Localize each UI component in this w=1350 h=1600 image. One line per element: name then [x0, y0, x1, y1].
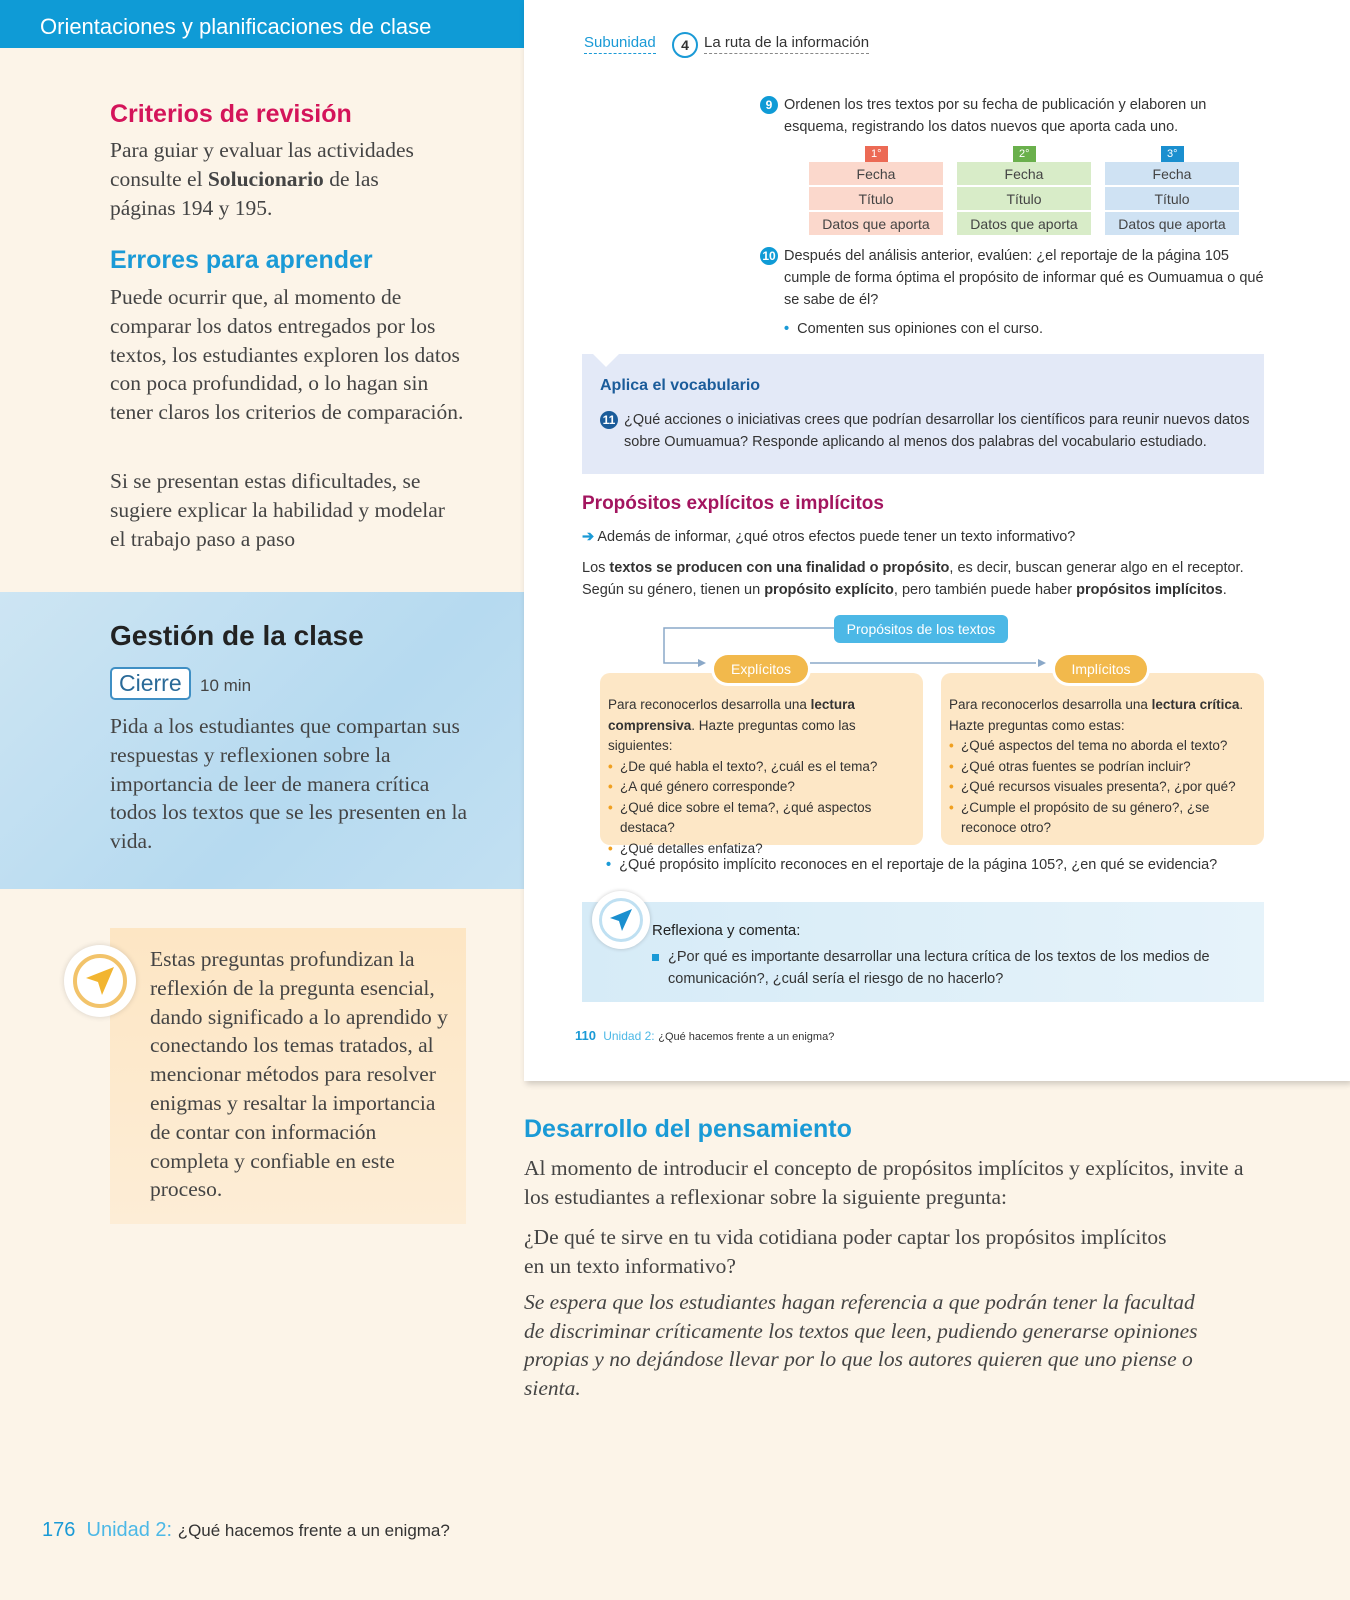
stage-duration: 10 min [200, 676, 252, 695]
schema-cell: Título [1105, 187, 1239, 210]
gestion-title: Gestión de la clase [110, 620, 364, 651]
gestion-panel [0, 592, 524, 889]
diagram-root: Propósitos de los textos [834, 615, 1008, 643]
list-item: • ¿Qué detalles enfatiza? [608, 839, 915, 860]
desarrollo-text: Al momento de introducir el concepto de propósitos implícitos y explícitos, invite a los estudiantes a reflexionar sobre la siguiente pregunta: [524, 1156, 1244, 1209]
list-item: • ¿Cumple el propósito de su género?, ¿se reconoce otro? [949, 798, 1256, 839]
question-number: 9 [760, 96, 778, 114]
subunit-number: 4 [672, 32, 698, 58]
page-number: 176 [42, 1519, 76, 1541]
note-text: Estas preguntas profundizan la reflexión de la pregunta esencial, dando significado a lo aprendido y conectando los temas tratados, al mencionar métodos para resolver enigmas y resaltar la importancia de contar con información completa y confiable en este proceso. [150, 947, 448, 1202]
schema-cell: Datos que aporta [809, 212, 943, 235]
criterios-text: Para guiar y evaluar las actividades consulte el Solucionario de las páginas 194 y 195. [110, 138, 414, 220]
subunit-title: La ruta de la información [704, 33, 869, 54]
schema-cell: Datos que aporta [957, 212, 1091, 235]
gestion-text: Pida a los estudiantes que compartan sus respuestas y reflexionen sobre la importancia de leer de manera crítica todos los textos que se les presenten en la vida. [110, 714, 468, 854]
explicit-label: Explícitos [714, 655, 808, 683]
explicit-box [600, 673, 923, 856]
page-header [0, 0, 524, 48]
q10-text: Después del análisis anterior, evalúen: ¿el reportaje de la página 105 cumple de forma óptima el propósito de informar qué es Oumuamua o qué se sabe de él? [784, 248, 1264, 308]
stage-badge: Cierre [110, 667, 191, 700]
reflexiona-title: Reflexiona y comenta: [652, 922, 801, 939]
arrow-right-icon: ➔ [582, 529, 595, 545]
question-number: 10 [760, 247, 778, 265]
implicit-question: • ¿Qué propósito implícito reconoces en el reportaje de la página 105?, ¿en qué se evidencia? [606, 857, 1218, 873]
criterios-title: Criterios de revisión [110, 100, 352, 128]
compass-arrow-icon [64, 945, 136, 1017]
question-number: 11 [600, 411, 618, 429]
schema-cell: Título [957, 187, 1091, 210]
schema-cell: Título [809, 187, 943, 210]
vocab-text: ¿Qué acciones o iniciativas crees que podrían desarrollar los científicos para reunir nuevos datos sobre Oumuamua? Responde aplicando al menos dos palabras del vocabulario estudiado. [624, 412, 1250, 450]
errores-text: Puede ocurrir que, al momento de comparar los datos entregados por los textos, los estudiantes exploren los datos con poca profundidad, o lo hagan sin tener claros los criterios de comparación. [110, 285, 464, 425]
list-item: • ¿A qué género corresponde? [608, 777, 915, 798]
list-item: • ¿Qué recursos visuales presenta?, ¿por qué? [949, 777, 1256, 798]
vocab-title: Aplica el vocabulario [600, 377, 761, 394]
desarrollo-answer: Se espera que los estudiantes hagan referencia a que podrán tener la facultad de discriminar críticamente los textos que leen, pudiendo generarse opiniones propias y no dejándose llevar por lo que los autores quieren que uno piense o sienta. [524, 1290, 1198, 1400]
propositos-question: ➔ Además de informar, ¿qué otros efectos puede tener un texto informativo? [582, 529, 1076, 545]
q9-text: Ordenen los tres textos por su fecha de publicación y elaboren un esquema, registrando los datos nuevos que aporta cada uno. [784, 97, 1207, 135]
schema-tag-1: 1° [865, 146, 888, 162]
list-item: • ¿De qué habla el texto?, ¿cuál es el tema? [608, 757, 915, 778]
implicit-box [941, 673, 1264, 845]
footer-title: ¿Qué hacemos frente a un enigma? [177, 1521, 450, 1540]
errores-title: Errores para aprender [110, 246, 373, 274]
textbook-page [524, 0, 1350, 1081]
desarrollo-question: ¿De qué te sirve en tu vida cotidiana poder captar los propósitos implícitos en un texto informativo? [524, 1225, 1167, 1278]
reflexiona-text: ¿Por qué es importante desarrollar una lectura crítica de los textos de los medios de comunicación?, ¿cuál sería el riesgo de no hacerlo? [652, 946, 1252, 990]
list-item: • ¿Qué aspectos del tema no aborda el texto? [949, 736, 1256, 757]
schema-tag-3: 3° [1161, 146, 1184, 162]
list-item: • ¿Qué dice sobre el tema?, ¿qué aspectos destaca? [608, 798, 915, 839]
footer-unit: Unidad 2: [86, 1519, 173, 1541]
desarrollo-title: Desarrollo del pensamiento [524, 1115, 852, 1143]
schema-cell: Fecha [809, 162, 943, 185]
schema-cell: Fecha [957, 162, 1091, 185]
page-footer [42, 1519, 450, 1542]
diagram-connectors [524, 0, 1350, 700]
book-footer: 110 Unidad 2: ¿Qué hacemos frente a un enigma? [575, 1028, 835, 1043]
subunit-label: Subunidad [584, 33, 656, 54]
schema-cell: Fecha [1105, 162, 1239, 185]
explicit-intro: Para reconocerlos desarrolla una lectura comprensiva. Hazte preguntas como las siguientes: [608, 697, 856, 753]
header-title: Orientaciones y planificaciones de clase [40, 14, 432, 39]
propositos-title: Propósitos explícitos e implícitos [582, 493, 884, 514]
implicit-intro: Para reconocerlos desarrolla una lectura crítica. Hazte preguntas como estas: [949, 697, 1244, 733]
propositos-text: Los textos se producen con una finalidad o propósito, es decir, buscan generar algo en el receptor. Según su género, tienen un propósito explícito, pero también puede haber propósitos implícitos. [582, 560, 1244, 598]
reflexiona-box [582, 902, 1264, 1002]
schema-tag-2: 2° [1013, 146, 1036, 162]
q10-bullet: • Comenten sus opiniones con el curso. [784, 321, 1043, 337]
compass-arrow-icon [592, 891, 650, 949]
implicit-label: Implícitos [1055, 655, 1147, 683]
schema-cell: Datos que aporta [1105, 212, 1239, 235]
errores-text-2: Si se presentan estas dificultades, se sugiere explicar la habilidad y modelar el trabajo paso a paso [110, 469, 445, 551]
list-item: • ¿Qué otras fuentes se podrían incluir? [949, 757, 1256, 778]
